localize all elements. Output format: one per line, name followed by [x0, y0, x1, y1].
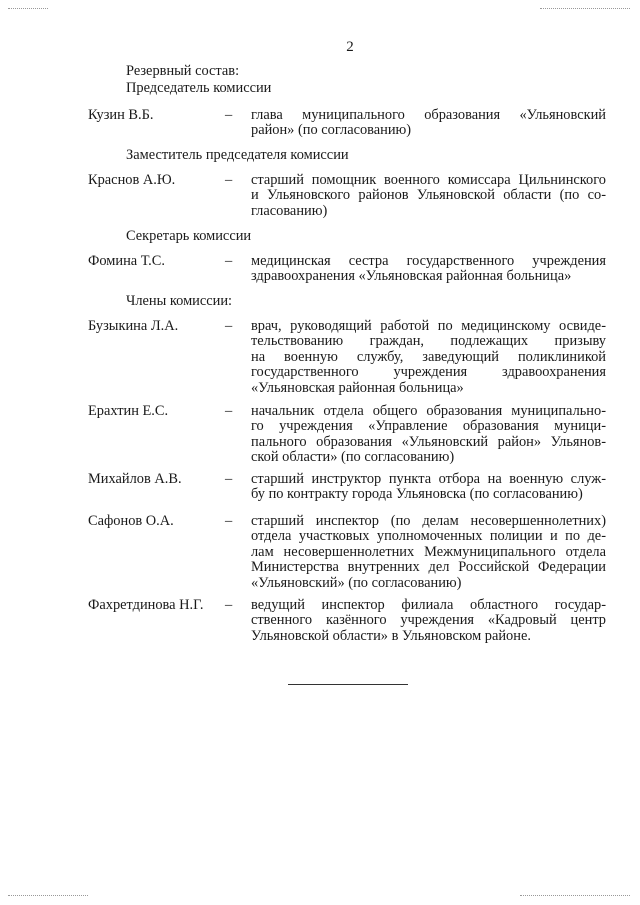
role-line: «Ульяновский» (по согласованию): [251, 574, 462, 591]
scan-edge-mark: [540, 8, 630, 9]
page-number: 2: [346, 39, 354, 55]
role-line: «Ульяновская районная больница»: [251, 379, 464, 396]
role-line: здравоохранения «Ульяновская районная больница»: [251, 268, 572, 285]
role-line: тельствованию граждан, подлежащих призыву: [251, 333, 606, 350]
role-line: врач, руководящий работой по медицинскому освиде-: [251, 318, 606, 334]
scan-edge-mark: [8, 895, 88, 896]
heading-reserve: Резервный состав:: [126, 63, 240, 79]
dash: –: [225, 403, 233, 419]
role-line: старший помощник военного комиссара Цильнинского: [251, 172, 606, 188]
role-line: отдела участковых уполномоченных полиции и по де-: [251, 528, 606, 545]
member-role: [251, 254, 606, 285]
dash: –: [225, 172, 233, 188]
role-line: начальник отдела общего образования муниципально-: [251, 403, 606, 419]
scan-edge-mark: [520, 895, 630, 896]
role-line: старший инструктор пункта отбора на военную служ-: [251, 471, 606, 487]
role-line: старший инспектор (по делам несовершеннолетних): [251, 513, 606, 529]
role-line: гласованию): [251, 202, 328, 219]
member-role: [251, 514, 606, 591]
member-role: [251, 404, 606, 466]
role-line: медицинская сестра государственного учреждения: [251, 253, 606, 269]
heading-deputy: Заместитель председателя комиссии: [126, 147, 349, 163]
role-line: ственного казённого учреждения «Кадровый центр: [251, 612, 606, 629]
role-line: государственного учреждения здравоохранения: [251, 364, 606, 381]
member-name: Ерахтин Е.С.: [88, 403, 169, 419]
heading-chair: Председатель комиссии: [126, 80, 272, 96]
role-line: и Ульяновского районов Ульяновской области (по со-: [251, 187, 606, 204]
dash: –: [225, 107, 233, 123]
role-line: Ульяновской области» в Ульяновском районе.: [251, 627, 531, 644]
role-line: го учреждения «Управление образования муници-: [251, 418, 606, 435]
role-line: глава муниципального образования «Ульяновский: [251, 107, 606, 123]
member-role: [251, 598, 606, 644]
role-line: район» (по согласованию): [251, 122, 412, 139]
end-rule: [288, 684, 408, 685]
role-line: Министерства внутренних дел Российской Федерации: [251, 559, 606, 576]
member-role: [251, 173, 606, 219]
heading-members: Члены комиссии:: [126, 293, 233, 309]
role-line: ской области» (по согласованию): [251, 449, 455, 466]
role-line: пального образования «Ульяновский район» Ульянов-: [251, 433, 606, 450]
member-name: Фомина Т.С.: [88, 253, 165, 269]
dash: –: [225, 318, 233, 334]
member-name: Бузыкина Л.А.: [88, 318, 179, 334]
dash: –: [225, 513, 233, 529]
heading-secretary: Секретарь комиссии: [126, 228, 252, 244]
member-name: Сафонов О.А.: [88, 513, 174, 529]
member-name: Кузин В.Б.: [88, 107, 154, 123]
member-role: [251, 472, 606, 503]
scan-edge-mark: [8, 8, 48, 9]
role-line: бу по контракту города Ульяновска (по согласованию): [251, 486, 583, 503]
member-role: [251, 108, 606, 139]
dash: –: [225, 471, 233, 487]
member-name: Фахретдинова Н.Г.: [88, 597, 204, 613]
role-line: лам несовершеннолетних Межмуниципального отдела: [251, 543, 606, 560]
role-line: ведущий инспектор филиала областного государ-: [251, 597, 606, 613]
dash: –: [225, 597, 233, 613]
member-role: [251, 319, 606, 396]
dash: –: [225, 253, 233, 269]
member-name: Михайлов А.В.: [88, 471, 182, 487]
role-line: на военную службу, заведующий поликлиникой: [251, 348, 606, 365]
member-name: Краснов А.Ю.: [88, 172, 176, 188]
